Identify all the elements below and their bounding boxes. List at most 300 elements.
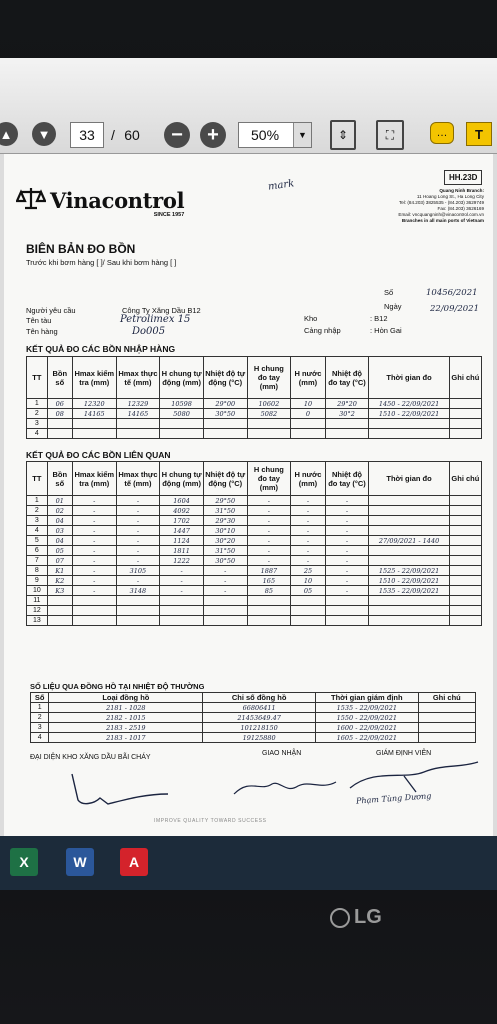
table-cell: [247, 596, 291, 606]
table-cell: [369, 419, 449, 429]
sign-label-inspector: GIÁM ĐỊNH VIÊN: [376, 750, 432, 757]
table-cell: [369, 526, 449, 536]
table-cell: [247, 616, 291, 626]
table-cell: 30°2: [325, 409, 369, 419]
table-cell: [72, 429, 116, 439]
table-cell: [72, 419, 116, 429]
handwritten-mark: mark: [267, 178, 295, 193]
table-cell: [203, 419, 247, 429]
pump-status: Trước khi bơm hàng [ ]/ Sau khi bơm hàng [ ]: [26, 258, 177, 267]
table-cell: 12320: [72, 399, 116, 409]
table-row: [27, 596, 482, 606]
date-label: Ngày: [384, 302, 402, 311]
table-cell: 04: [47, 516, 72, 526]
table-cell: -: [247, 556, 291, 566]
table-row: [27, 566, 482, 576]
table-cell: 05: [47, 546, 72, 556]
doc-number-label: Số: [384, 288, 394, 297]
table-cell: -: [325, 576, 369, 586]
table-cell: 0: [291, 409, 325, 419]
form-code: HH.23D: [444, 170, 482, 185]
table-cell: [369, 606, 449, 616]
table-cell: K2: [47, 576, 72, 586]
table-cell: 1510 - 22/09/2021: [369, 576, 449, 586]
table-cell: 10: [291, 399, 325, 409]
table-cell: [160, 429, 204, 439]
table-cell: 03: [47, 526, 72, 536]
table-cell: 6: [27, 546, 48, 556]
table-cell: 2: [31, 713, 49, 723]
table-cell: 02: [47, 506, 72, 516]
table-cell: [369, 616, 449, 626]
table-cell: -: [116, 536, 160, 546]
table-cell: -: [291, 526, 325, 536]
table-cell: 14165: [72, 409, 116, 419]
table-cell: [369, 596, 449, 606]
word-app-icon[interactable]: W: [66, 848, 94, 876]
table-cell: [116, 596, 160, 606]
sign-label-delivery: GIAO NHẬN: [262, 750, 302, 757]
table-cell: -: [247, 516, 291, 526]
column-header: TT: [27, 357, 48, 399]
table-cell: 3: [31, 723, 49, 733]
column-header: Hmax thực tế (mm): [116, 357, 160, 399]
table-cell: -: [291, 506, 325, 516]
page-separator: /: [111, 127, 115, 143]
company-since: SINCE 1957: [153, 212, 185, 218]
table-cell: K3: [47, 586, 72, 596]
table-cell: 08: [47, 409, 72, 419]
table-cell: [47, 419, 72, 429]
page-total: 60: [124, 127, 140, 143]
company-logo: [16, 186, 185, 218]
table-cell: -: [325, 496, 369, 506]
table-cell: 19125880: [203, 733, 316, 743]
table-cell: 1535 - 22/09/2021: [369, 586, 449, 596]
column-header: Thời gian giám định: [316, 693, 419, 703]
fit-page-icon[interactable]: ⇕: [330, 120, 356, 150]
column-header: TT: [27, 462, 48, 496]
ship-name-value: Petrolimex 15: [120, 314, 191, 325]
table-cell: [325, 596, 369, 606]
table-cell: 1510 - 22/09/2021: [369, 409, 449, 419]
table-cell: -: [116, 496, 160, 506]
table-cell: [116, 616, 160, 626]
signature-warehouse: [64, 770, 174, 810]
table-cell: 3: [27, 516, 48, 526]
table-cell: [418, 713, 475, 723]
column-header: Chỉ số đồng hồ: [203, 693, 316, 703]
column-header: Ghi chú: [449, 462, 481, 496]
table-cell: 5082: [247, 409, 291, 419]
table-row: [27, 506, 482, 516]
table-row: [27, 516, 482, 526]
zoom-select[interactable]: 50% ▼: [238, 122, 312, 148]
table-cell: 06: [47, 399, 72, 409]
table-cell: -: [325, 546, 369, 556]
table-cell: [291, 596, 325, 606]
column-header: Số: [31, 693, 49, 703]
table-cell: -: [291, 546, 325, 556]
table-cell: -: [291, 496, 325, 506]
table-cell: [47, 596, 72, 606]
table-cell: 1124: [160, 536, 204, 546]
table-row: [27, 409, 482, 419]
table-cell: 2182 - 1015: [49, 713, 203, 723]
table-row: [31, 733, 476, 743]
document-title: BIÊN BẢN ĐO BỒN: [26, 242, 136, 256]
table-cell: [449, 496, 481, 506]
table-cell: 14165: [116, 409, 160, 419]
table-row: [31, 713, 476, 723]
table-cell: -: [247, 496, 291, 506]
zoom-out-button[interactable]: −: [164, 122, 190, 148]
table-cell: [116, 606, 160, 616]
doc-number-value: 10456/2021: [426, 288, 478, 298]
table-cell: 1605 - 22/09/2021: [316, 733, 419, 743]
table-cell: 1535 - 22/09/2021: [316, 703, 419, 713]
table-cell: 13: [27, 616, 48, 626]
table-cell: [160, 606, 204, 616]
goods-value: Do005: [132, 326, 166, 337]
meter-section-title: SỐ LIỆU QUA ĐỒNG HỒ TẠI NHIỆT ĐỘ THƯỜNG: [30, 682, 205, 691]
table-row: [27, 556, 482, 566]
table-cell: 30°50: [203, 556, 247, 566]
column-header: Nhiệt độ tự động (°C): [203, 357, 247, 399]
table-cell: 12329: [116, 399, 160, 409]
table-cell: 1550 - 22/09/2021: [316, 713, 419, 723]
table-row: [27, 496, 482, 506]
table-cell: [449, 399, 481, 409]
table-cell: [325, 616, 369, 626]
table-cell: -: [247, 526, 291, 536]
table-cell: [369, 506, 449, 516]
column-header: H chung đo tay (mm): [247, 357, 291, 399]
table-cell: [449, 596, 481, 606]
table-cell: [247, 429, 291, 439]
table-cell: 04: [47, 536, 72, 546]
zoom-in-button[interactable]: +: [200, 122, 226, 148]
table-cell: 9: [27, 576, 48, 586]
table-cell: [369, 429, 449, 439]
table-cell: 1: [27, 399, 48, 409]
table-cell: 11: [27, 596, 48, 606]
table-cell: -: [291, 516, 325, 526]
table-row: [27, 429, 482, 439]
table-cell: [418, 733, 475, 743]
table-cell: [449, 536, 481, 546]
table-cell: 4: [27, 526, 48, 536]
table-row: [27, 546, 482, 556]
table-cell: [203, 429, 247, 439]
table-cell: -: [72, 506, 116, 516]
table-cell: -: [203, 566, 247, 576]
port-value: : Hòn Gai: [370, 326, 402, 335]
table-cell: [449, 409, 481, 419]
table-cell: -: [247, 536, 291, 546]
pdf-toolbar: [0, 58, 497, 154]
meter-readings-table: [30, 692, 476, 743]
column-header: Nhiệt độ đo tay (°C): [325, 462, 369, 496]
table-cell: [203, 596, 247, 606]
table-cell: -: [291, 536, 325, 546]
table-cell: 85: [247, 586, 291, 596]
table-cell: 29°20: [325, 399, 369, 409]
monitor-brand: LG: [330, 906, 382, 929]
ship-name-label: Tên tàu: [26, 316, 52, 325]
table-cell: -: [72, 496, 116, 506]
table-cell: 2183 - 1017: [49, 733, 203, 743]
previous-page-button[interactable]: ▲: [0, 122, 18, 146]
table-cell: -: [72, 566, 116, 576]
table-cell: -: [116, 556, 160, 566]
table-cell: -: [72, 556, 116, 566]
table-cell: [47, 606, 72, 616]
table-cell: 10: [27, 586, 48, 596]
highlight-text-icon[interactable]: T: [466, 122, 492, 146]
table-cell: -: [325, 556, 369, 566]
table-cell: 66806411: [203, 703, 316, 713]
table-cell: -: [72, 516, 116, 526]
table-row: [27, 576, 482, 586]
table-cell: [291, 419, 325, 429]
section-import-title: KẾT QUẢ ĐO CÁC BỒN NHẬP HÀNG: [26, 344, 176, 354]
table-cell: 1811: [160, 546, 204, 556]
table-cell: [449, 546, 481, 556]
table-cell: -: [116, 546, 160, 556]
table-cell: 1600 - 22/09/2021: [316, 723, 419, 733]
scales-icon: [16, 186, 46, 212]
footer-motto: IMPROVE QUALITY TOWARD SUCCESS: [154, 818, 267, 824]
next-page-button[interactable]: ▼: [32, 122, 56, 146]
date-value: 22/09/2021: [430, 304, 479, 314]
table-cell: [369, 556, 449, 566]
column-header: H nước (mm): [291, 357, 325, 399]
table-cell: 1: [31, 703, 49, 713]
table-cell: [72, 606, 116, 616]
table-row: [27, 536, 482, 546]
table-cell: -: [247, 546, 291, 556]
table-cell: 01: [47, 496, 72, 506]
table-cell: 27/09/2021 - 1440: [369, 536, 449, 546]
table-cell: 2: [27, 409, 48, 419]
requester-label: Người yêu cầu: [26, 306, 76, 315]
table-cell: 29°50: [203, 496, 247, 506]
table-cell: 1604: [160, 496, 204, 506]
table-cell: [291, 429, 325, 439]
table-cell: 30°50: [203, 409, 247, 419]
table-cell: -: [116, 576, 160, 586]
table-cell: [449, 576, 481, 586]
sign-label-warehouse: ĐẠI DIỆN KHO XĂNG DẦU BÃI CHÁY: [30, 754, 151, 761]
table-cell: [247, 606, 291, 616]
warehouse-label: Kho: [304, 314, 318, 323]
import-tanks-table: [26, 356, 482, 439]
table-cell: -: [325, 536, 369, 546]
column-header: Ghi chú: [449, 357, 481, 399]
table-cell: [72, 596, 116, 606]
table-row: [27, 526, 482, 536]
table-cell: [47, 429, 72, 439]
table-cell: [369, 516, 449, 526]
table-cell: 31°50: [203, 546, 247, 556]
table-cell: 101218150: [203, 723, 316, 733]
table-cell: 4: [27, 429, 48, 439]
table-cell: 3105: [116, 566, 160, 576]
pdf-page: [4, 154, 493, 884]
table-cell: K1: [47, 566, 72, 576]
table-cell: 07: [47, 556, 72, 566]
table-cell: 1702: [160, 516, 204, 526]
table-cell: 10602: [247, 399, 291, 409]
table-cell: -: [72, 546, 116, 556]
table-cell: [160, 596, 204, 606]
requester-value: Công Ty Xăng Dầu B12: [122, 306, 201, 315]
chevron-down-icon: ▼: [293, 123, 311, 147]
port-label: Cảng nhập: [304, 326, 341, 335]
table-cell: [116, 419, 160, 429]
table-cell: 1887: [247, 566, 291, 576]
table-cell: 165: [247, 576, 291, 586]
column-header: Bồn số: [47, 357, 72, 399]
branch-info: Quang Ninh Branch: 11 Hoang Long St., Ha Long City Tel: (84.203) 3825535 - (84.203) 3629749 Fax: (84.203) 3626169 Email: vncquangninh@vinacontrol.com.vn Branches in all main ports of Vietnam: [398, 188, 484, 223]
table-cell: [369, 496, 449, 506]
table-cell: [203, 616, 247, 626]
table-cell: [116, 429, 160, 439]
table-cell: 12: [27, 606, 48, 616]
table-cell: -: [72, 586, 116, 596]
pdf-app-icon[interactable]: A: [120, 848, 148, 876]
table-cell: 10598: [160, 399, 204, 409]
screen: [0, 58, 497, 890]
table-cell: [449, 566, 481, 576]
comment-icon[interactable]: …: [430, 122, 454, 144]
table-cell: -: [116, 526, 160, 536]
column-header: H nước (mm): [291, 462, 325, 496]
table-cell: [418, 723, 475, 733]
table-cell: 05: [291, 586, 325, 596]
table-cell: -: [203, 586, 247, 596]
column-header: Thời gian đo: [369, 357, 449, 399]
column-header: Hmax kiểm tra (mm): [72, 462, 116, 496]
table-cell: [325, 429, 369, 439]
table-cell: 4: [31, 733, 49, 743]
column-header: Hmax kiểm tra (mm): [72, 357, 116, 399]
column-header: Hmax thực tế (mm): [116, 462, 160, 496]
table-cell: [449, 616, 481, 626]
table-cell: [449, 516, 481, 526]
column-header: Loại đồng hồ: [49, 693, 203, 703]
table-cell: -: [325, 506, 369, 516]
table-cell: [325, 419, 369, 429]
table-cell: -: [116, 506, 160, 516]
table-row: [27, 419, 482, 429]
goods-label: Tên hàng: [26, 327, 58, 336]
table-cell: [72, 616, 116, 626]
table-cell: [449, 506, 481, 516]
warehouse-value: : B12: [370, 314, 388, 323]
table-cell: -: [116, 516, 160, 526]
column-header: H chung đo tay (mm): [247, 462, 291, 496]
company-name: Vinacontrol: [50, 188, 185, 213]
table-cell: [47, 616, 72, 626]
table-cell: 10: [291, 576, 325, 586]
column-header: Ghi chú: [418, 693, 475, 703]
column-header: Bồn số: [47, 462, 72, 496]
table-cell: 30°10: [203, 526, 247, 536]
table-cell: -: [160, 566, 204, 576]
table-cell: 2181 - 1028: [49, 703, 203, 713]
table-cell: [449, 606, 481, 616]
table-cell: 8: [27, 566, 48, 576]
table-cell: [160, 616, 204, 626]
table-cell: -: [325, 526, 369, 536]
table-cell: 29°30: [203, 516, 247, 526]
table-cell: [247, 419, 291, 429]
table-cell: 3148: [116, 586, 160, 596]
table-cell: -: [160, 586, 204, 596]
table-cell: -: [203, 576, 247, 586]
table-row: [27, 586, 482, 596]
table-cell: [325, 606, 369, 616]
table-cell: 25: [291, 566, 325, 576]
signature-delivery: [230, 772, 340, 802]
table-cell: -: [160, 576, 204, 586]
column-header: H chung tự động (mm): [160, 357, 204, 399]
table-cell: 3: [27, 419, 48, 429]
fit-width-icon[interactable]: ⛶: [376, 120, 404, 150]
table-cell: 21453649.47: [203, 713, 316, 723]
table-row: [31, 703, 476, 713]
table-cell: -: [325, 516, 369, 526]
table-cell: 1222: [160, 556, 204, 566]
table-cell: 1525 - 22/09/2021: [369, 566, 449, 576]
table-cell: 30°20: [203, 536, 247, 546]
column-header: Nhiệt độ đo tay (°C): [325, 357, 369, 399]
table-cell: [449, 586, 481, 596]
page-number-input[interactable]: 33: [70, 122, 104, 148]
table-cell: 5080: [160, 409, 204, 419]
table-cell: -: [325, 566, 369, 576]
section-related-title: KẾT QUẢ ĐO CÁC BỒN LIÊN QUAN: [26, 450, 171, 460]
column-header: Thời gian đo: [369, 462, 449, 496]
inspector-name: Phạm Tùng Dương: [355, 791, 432, 806]
taskbar: [0, 836, 497, 890]
table-cell: -: [72, 526, 116, 536]
excel-app-icon[interactable]: X: [10, 848, 38, 876]
table-cell: 31°50: [203, 506, 247, 516]
table-cell: -: [325, 586, 369, 596]
table-cell: -: [291, 556, 325, 566]
column-header: Nhiệt độ tự động (°C): [203, 462, 247, 496]
table-cell: [449, 419, 481, 429]
table-cell: 5: [27, 536, 48, 546]
table-cell: -: [72, 536, 116, 546]
table-cell: [449, 429, 481, 439]
table-cell: [203, 606, 247, 616]
table-cell: [291, 606, 325, 616]
column-header: H chung tự động (mm): [160, 462, 204, 496]
table-cell: [418, 703, 475, 713]
table-cell: 2: [27, 506, 48, 516]
table-cell: 29°00: [203, 399, 247, 409]
lg-logo-icon: [330, 908, 350, 928]
table-cell: [449, 526, 481, 536]
table-cell: -: [247, 506, 291, 516]
table-row: [31, 723, 476, 733]
table-cell: 1450 - 22/09/2021: [369, 399, 449, 409]
table-cell: -: [72, 576, 116, 586]
